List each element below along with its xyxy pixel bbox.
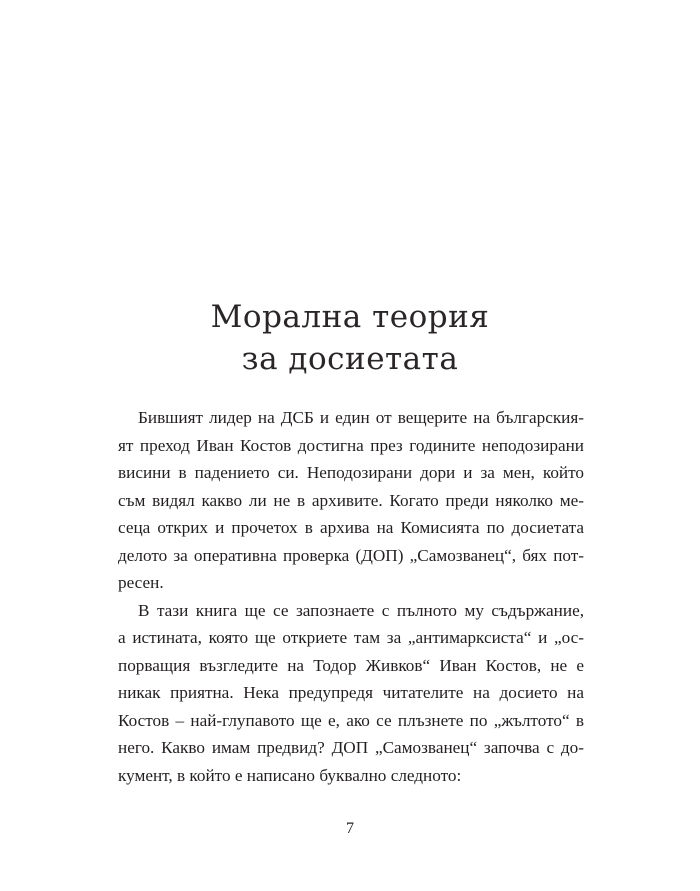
text-line: сеца открих и прочетох в архива на Комисията по досиетата [118,518,584,537]
chapter-title-line-1: Морална теория [210,299,490,335]
paragraph-1 [118,404,584,597]
body-text [118,404,584,789]
text-line: порващия възгледите на Тодор Живков“ Иван Костов, не е [118,655,584,675]
paragraph-2 [118,597,584,790]
text-line: ят преход Иван Костов достигна през годините неподозирани [118,435,584,455]
text-line: съм видял какво ли не в архивите. Когато преди няколко ме- [118,490,584,510]
text-line: Бившият лидер на ДСБ и един от вещерите на българския- [138,408,584,427]
text-line: В тази книга ще се запознаете с пълното му съдържание, [138,600,584,620]
text-line: а истината, която ще откриете там за „антимарксиста“ и „ос- [118,628,584,647]
text-line: никак приятна. Нека предупредя читателите на досието на [118,683,584,702]
chapter-title-line-2: за досиетата [241,341,459,377]
text-line: кумент, в който е написано буквално следното: [118,765,462,785]
text-line: Костов – най-глупавото ще е, ако се плъзнете по „жълтото“ в [118,710,584,730]
text-line: него. Какво имам предвид? ДОП „Самозванец“ започва с до- [118,738,584,757]
page-number: 7 [346,820,354,837]
text-line: висини в падението си. Неподозирани дори и за мен, който [118,463,584,482]
text-line: делото за оперативна проверка (ДОП) „Самозванец“, бях пот- [118,545,584,565]
chapter-title [0,296,700,380]
text-line: ресен. [118,573,164,592]
